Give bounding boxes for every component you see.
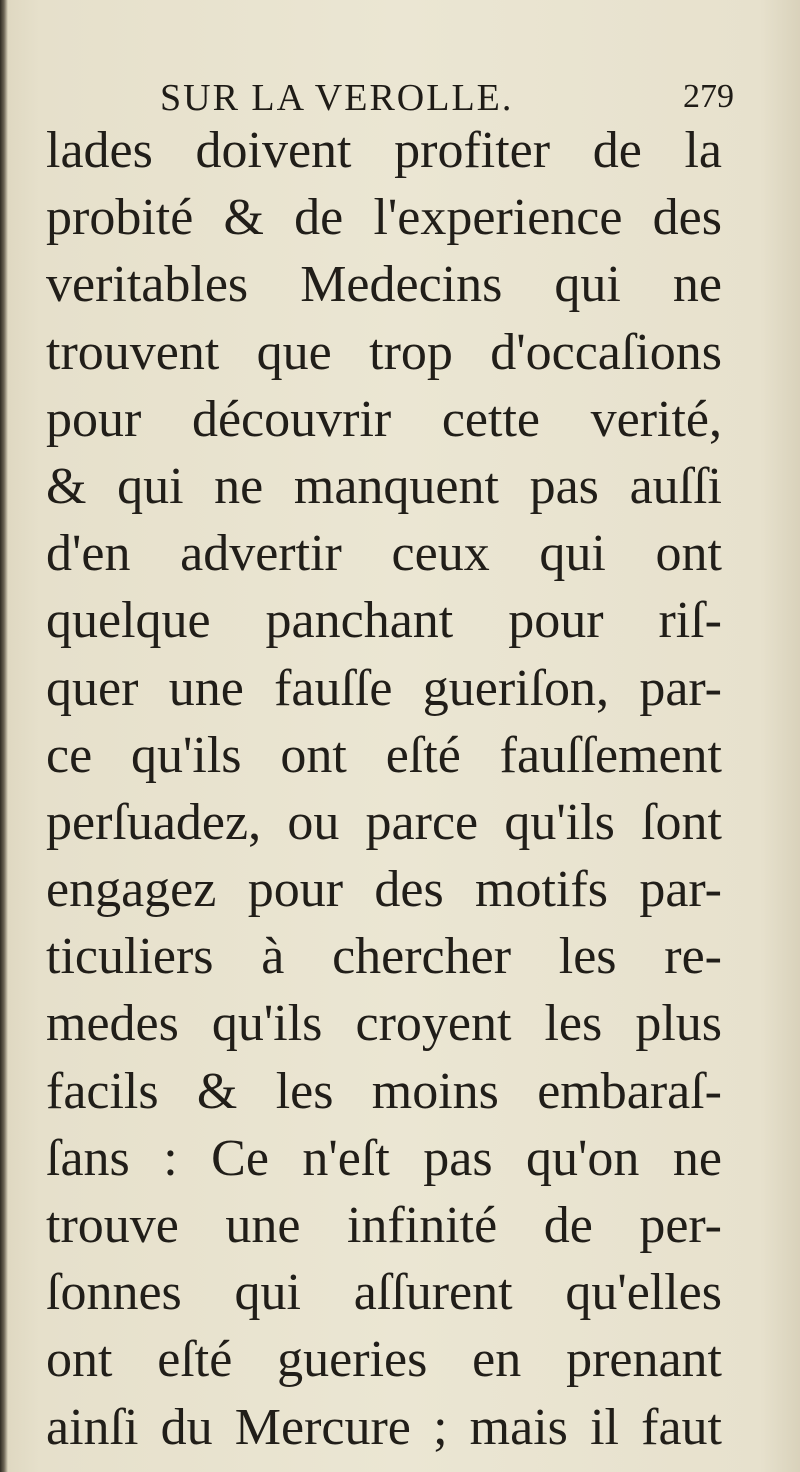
text-line: d'en advertir ceux qui ont: [46, 525, 722, 583]
text-line: & qui ne manquent pas auſſi: [46, 457, 722, 515]
text-line: pour découvrir cette verité,: [46, 390, 722, 448]
text-line: perſuadez, ou parce qu'ils ſont: [46, 793, 722, 851]
page-number: 279: [683, 78, 734, 115]
text-line: ainſi du Mercure ; mais il faut: [46, 1398, 722, 1456]
text-line: facils & les moins embaraſ-: [46, 1062, 722, 1120]
text-line: trouve une infinité de per-: [46, 1197, 722, 1254]
text-line: engagez pour des motifs par-: [46, 861, 722, 919]
text-line: veritables Medecins qui ne: [46, 256, 722, 314]
text-line: medes qu'ils croyent les plus: [46, 995, 722, 1053]
text-line: lades doivent profiter de la: [46, 122, 722, 179]
text-line: trouvent que trop d'occaſions: [46, 323, 722, 381]
text-line: ticuliers à chercher les re-: [46, 928, 722, 986]
binding-edge: [0, 0, 8, 1472]
running-title: SUR LA VEROLLE.: [160, 77, 514, 119]
text-line: quelque panchant pour riſ-: [46, 592, 722, 650]
text-line: ont eſté gueries en prenant: [46, 1331, 722, 1389]
body-text: [46, 117, 722, 1461]
text-line: ſonnes qui aſſurent qu'elles: [46, 1264, 722, 1322]
text-line: quer une fauſſe gueriſon, par-: [46, 659, 722, 717]
text-line: ce qu'ils ont eſté fauſſement: [46, 726, 722, 784]
text-line: probité & de l'experience des: [46, 189, 722, 247]
text-line: ſans : Ce n'eſt pas qu'on ne: [46, 1129, 722, 1187]
